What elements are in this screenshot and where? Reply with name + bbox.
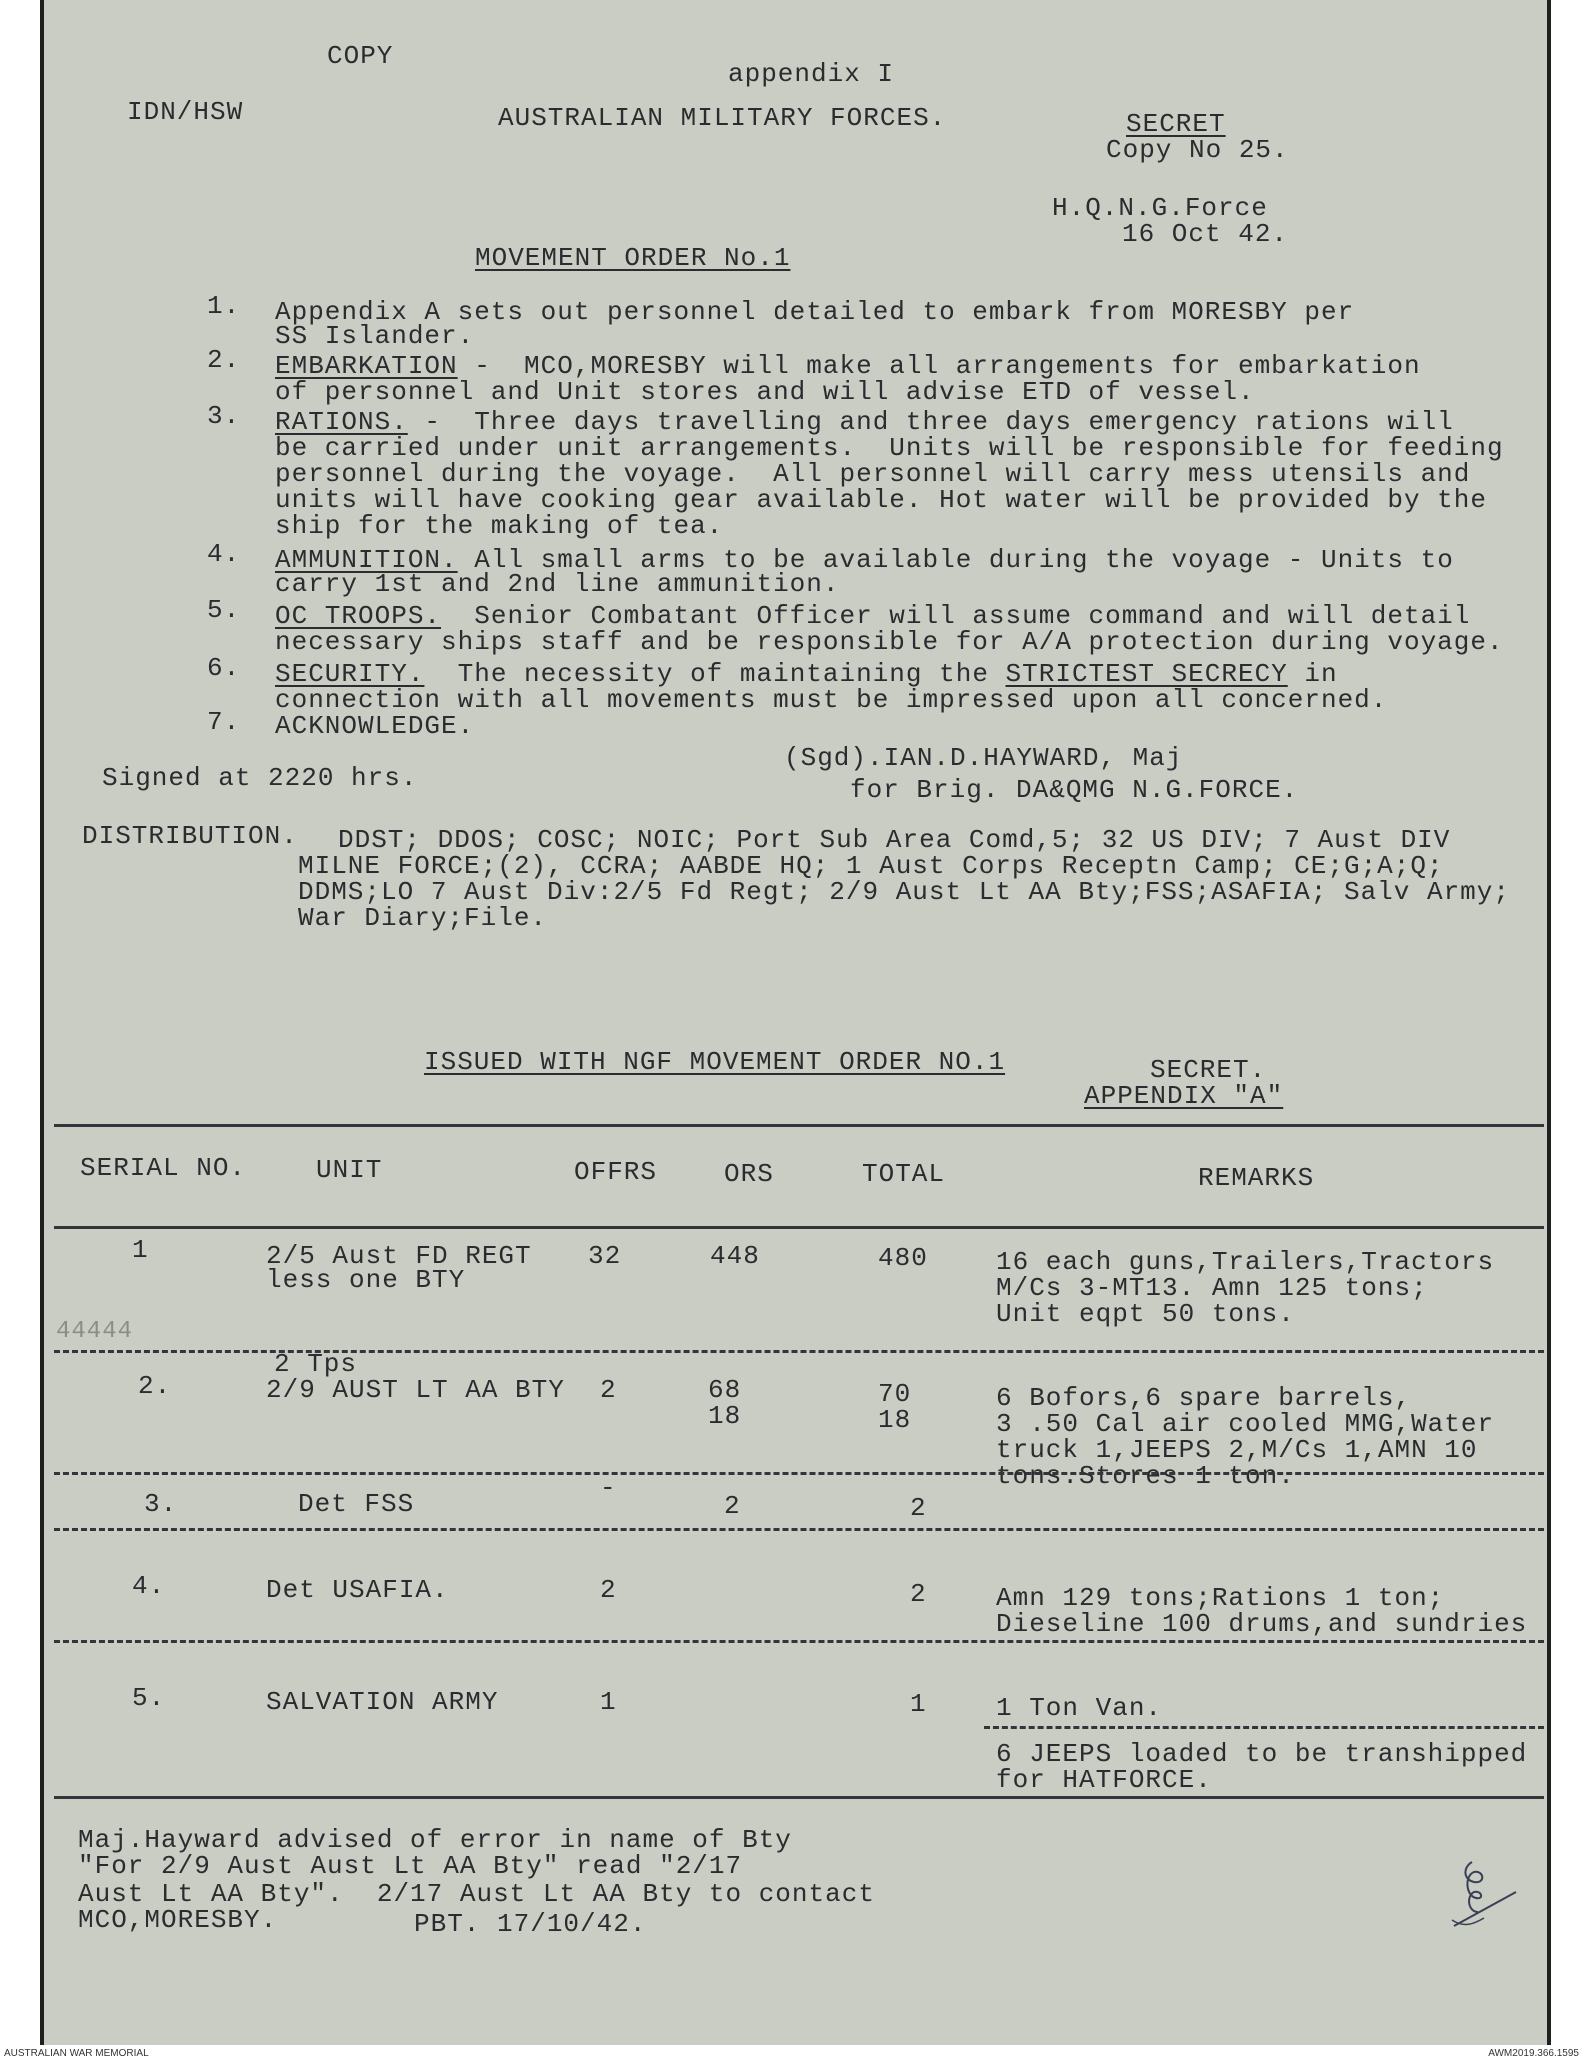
item-text: be carried under unit arrangements. Units will be responsible for feeding (275, 433, 1504, 463)
emphasis-text: STRICTEST SECRECY (1005, 659, 1288, 689)
item-text: in (1287, 659, 1338, 689)
item-number: 6. (207, 653, 241, 683)
note-line: MCO,MORESBY. (78, 1905, 278, 1935)
secret-label: SECRET (1126, 109, 1226, 139)
item-text: connection with all movements must be impressed upon all concerned. (275, 685, 1388, 715)
item-text: The necessity of maintaining the (424, 659, 1006, 689)
row-offrs: 1 (600, 1687, 617, 1717)
row-offrs: 2 (600, 1375, 617, 1405)
item-heading: SECURITY. (275, 659, 425, 689)
copy-mark: COPY (327, 41, 394, 71)
signed-time: Signed at 2220 hrs. (102, 763, 418, 793)
row-total: 480 (878, 1243, 928, 1273)
item-number: 5. (207, 595, 241, 625)
table-bottom-rule (54, 1796, 1544, 1799)
row-remarks: 3 .50 Cal air cooled MMG,Water (996, 1409, 1495, 1439)
row-unit: SALVATION ARMY (266, 1687, 499, 1717)
item-text: units will have cooking gear available. Hot water will be provided by the (275, 485, 1487, 515)
row-total: 1 (910, 1689, 927, 1719)
item-heading: AMMUNITION. (275, 545, 458, 575)
row-remarks: 1 Ton Van. (996, 1693, 1163, 1723)
item-text: carry 1st and 2nd line ammunition. (275, 569, 840, 599)
row-offrs: 2 (600, 1575, 617, 1605)
item-heading: RATIONS. (275, 407, 408, 437)
item-number: 3. (207, 401, 241, 431)
row-divider (984, 1726, 1544, 1729)
row-serial: 2. (138, 1371, 172, 1401)
row-remarks: truck 1,JEEPS 2,M/Cs 1,AMN 10 (996, 1435, 1478, 1465)
column-total: TOTAL (862, 1159, 946, 1189)
table-footnote: for HATFORCE. (996, 1765, 1212, 1795)
row-unit: less one BTY (266, 1265, 466, 1295)
table-footnote: 6 JEEPS loaded to be transhipped (996, 1739, 1528, 1769)
copy-number: Copy No 25. (1106, 135, 1289, 165)
item-heading: OC TROOPS. (275, 601, 442, 631)
signature-scribble (1444, 1850, 1524, 1940)
row-serial: 4. (132, 1571, 166, 1601)
item-text: ACKNOWLEDGE. (275, 711, 475, 741)
order-date: 16 Oct 42. (1122, 219, 1289, 249)
row-remarks: Amn 129 tons;Rations 1 ton; (996, 1583, 1445, 1613)
row-total: 2 (910, 1579, 927, 1609)
row-divider (54, 1640, 1544, 1643)
note-line: "For 2/9 Aust Aust Lt AA Bty" read "2/17 (78, 1851, 743, 1881)
distribution-line: MILNE FORCE;(2), CCRA; AABDE HQ; 1 Aust Corps Receptn Camp; CE;G;A;Q; (298, 851, 1444, 881)
appendix-label: appendix I (728, 59, 895, 89)
footer-right: AWM2019.366.1595 (1488, 2048, 1579, 2059)
row-ors: 68 (708, 1375, 742, 1405)
margin-mark: 44444 (56, 1318, 134, 1345)
row-remarks: 6 Bofors,6 spare barrels, (996, 1383, 1412, 1413)
appendix-secret: SECRET. (1150, 1055, 1267, 1085)
row-unit: 2/5 Aust FD REGT (266, 1241, 532, 1271)
item-number: 2. (207, 345, 241, 375)
item-text: SS Islander. (275, 321, 475, 351)
column-unit: UNIT (316, 1155, 383, 1185)
distribution-line: DDST; DDOS; COSC; NOIC; Port Sub Area Comd,5; 32 US DIV; 7 Aust DIV (338, 825, 1451, 855)
row-total: 18 (878, 1405, 912, 1435)
item-number: 4. (207, 539, 241, 569)
distribution-label: DISTRIBUTION. (82, 821, 298, 851)
reference-code: IDN/HSW (127, 97, 244, 127)
row-unit: 2 Tps (274, 1349, 358, 1379)
row-remarks: tons.Stores 1 ton. (996, 1461, 1295, 1491)
row-offrs: 32 (588, 1241, 622, 1271)
row-unit: Det USAFIA. (266, 1575, 449, 1605)
appendix-issued: ISSUED WITH NGF MOVEMENT ORDER NO.1 (424, 1047, 1006, 1077)
distribution-line: DDMS;LO 7 Aust Div:2/5 Fd Regt; 2/9 Aust Lt AA Bty;FSS;ASAFIA; Salv Army; (298, 877, 1510, 907)
row-total: 2 (910, 1493, 927, 1523)
row-serial: 5. (132, 1683, 166, 1713)
item-text: All small arms to be available during the voyage - Units to (457, 545, 1454, 575)
signed-by: (Sgd).IAN.D.HAYWARD, Maj (784, 743, 1183, 773)
signed-for: for Brig. DA&QMG N.G.FORCE. (850, 775, 1299, 805)
row-remarks: Dieseline 100 drums,and sundries (996, 1609, 1528, 1639)
item-heading: EMBARKATION (275, 351, 458, 381)
column-offrs: OFFRS (574, 1157, 658, 1187)
distribution-line: War Diary;File. (298, 903, 548, 933)
order-title: MOVEMENT ORDER No.1 (475, 243, 791, 273)
note-line: Maj.Hayward advised of error in name of Bty (78, 1825, 792, 1855)
row-offrs: - (600, 1473, 617, 1503)
row-remarks: M/Cs 3-MT13. Amn 125 tons; (996, 1273, 1428, 1303)
row-divider (54, 1528, 1544, 1531)
item-text: - Three days travelling and three days emergency rations will (407, 407, 1454, 437)
row-ors: 2 (724, 1491, 741, 1521)
item-text: ship for the making of tea. (275, 511, 724, 541)
organization-title: AUSTRALIAN MILITARY FORCES. (498, 103, 947, 133)
document-page (40, 0, 1551, 2045)
column-serial: SERIAL NO. (80, 1153, 247, 1183)
footer-left: AUSTRALIAN WAR MEMORIAL (4, 2048, 149, 2059)
row-unit: 2/9 AUST LT AA BTY (266, 1375, 565, 1405)
item-text: Senior Combatant Officer will assume command and will detail (441, 601, 1471, 631)
item-text: of personnel and Unit stores and will advise ETD of vessel. (275, 377, 1255, 407)
row-remarks: Unit eqpt 50 tons. (996, 1299, 1295, 1329)
archive-footer (0, 2048, 1583, 2061)
row-total: 70 (878, 1379, 912, 1409)
row-unit: Det FSS (298, 1489, 415, 1519)
row-serial: 3. (144, 1489, 178, 1519)
headquarters: H.Q.N.G.Force (1052, 193, 1268, 223)
item-text: Appendix A sets out personnel detailed to embark from MORESBY per (275, 297, 1355, 327)
row-ors: 18 (708, 1401, 742, 1431)
row-ors: 448 (710, 1241, 760, 1271)
item-text: necessary ships staff and be responsible for A/A protection during voyage. (275, 627, 1504, 657)
item-number: 7. (207, 707, 241, 737)
row-divider (54, 1472, 1544, 1475)
table-header-rule (54, 1226, 1544, 1229)
item-text: - MCO,MORESBY will make all arrangements for embarkation (457, 351, 1421, 381)
item-text: personnel during the voyage. All personnel will carry mess utensils and (275, 459, 1471, 489)
column-remarks: REMARKS (1198, 1163, 1315, 1193)
note-initials: PBT. 17/10/42. (414, 1909, 647, 1939)
column-ors: ORS (724, 1159, 774, 1189)
appendix-title: APPENDIX "A" (1084, 1081, 1284, 1111)
row-serial: 1 (132, 1235, 149, 1265)
item-number: 1. (207, 291, 241, 321)
note-line: Aust Lt AA Bty". 2/17 Aust Lt AA Bty to contact (78, 1879, 875, 1909)
table-top-rule (54, 1124, 1544, 1127)
row-remarks: 16 each guns,Trailers,Tractors (996, 1247, 1495, 1277)
